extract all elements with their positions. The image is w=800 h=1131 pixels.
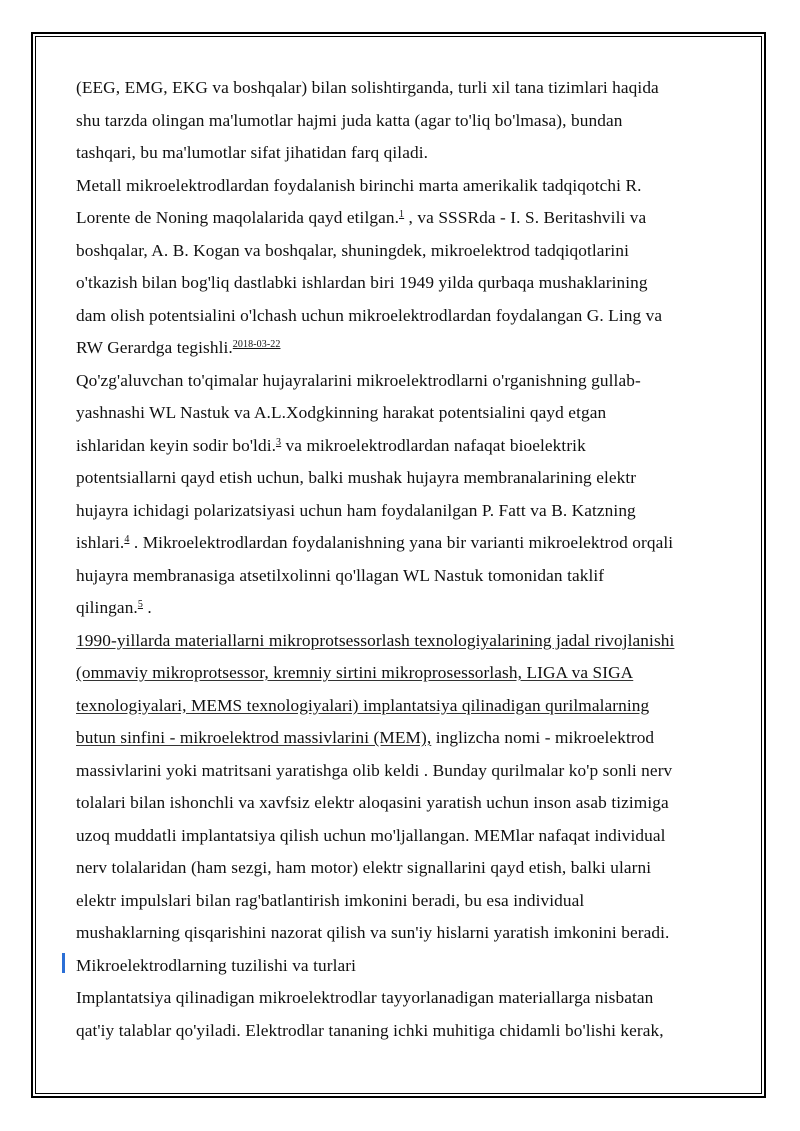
text-line — [76, 592, 736, 625]
text-line — [76, 820, 736, 853]
text-segment: ishlaridan keyin sodir bo'ldi. — [76, 435, 277, 455]
text-line — [76, 755, 736, 788]
text-segment: Mikroelektrodlarning tuzilishi va turlari — [76, 955, 357, 975]
underlined-text: (ommaviy mikroprotsessor, kremniy sirtini mikroprosessorlash, LIGA va SIGA — [76, 663, 634, 682]
text-line — [76, 267, 736, 300]
text-line — [76, 625, 736, 658]
text-cursor-marker — [62, 953, 65, 973]
footnote-reference[interactable]: 1 — [399, 209, 405, 220]
text-line — [76, 397, 736, 430]
text-line — [76, 235, 736, 268]
text-segment: va mikroelektrodlardan nafaqat bioelektrik — [281, 435, 586, 455]
footnote-reference[interactable]: 4 — [124, 534, 130, 545]
text-line — [76, 1015, 736, 1048]
footnote-reference[interactable]: 5 — [137, 599, 143, 610]
text-line — [76, 137, 736, 170]
text-line — [76, 657, 736, 690]
text-segment: Lorente de Noning maqolalarida qayd etilgan. — [76, 208, 400, 227]
text-line — [76, 950, 736, 983]
text-segment: potentsiallarni qayd etish uchun, balki mushak hujayra membranalarining elektr — [76, 468, 637, 487]
text-line — [76, 527, 736, 560]
text-segment: Implantatsiya qilinadigan mikroelektrodlar tayyorlanadigan materiallarga nisbatan — [76, 988, 654, 1007]
text-segment: o'tkazish bilan bog'liq dastlabki ishlardan biri 1949 yilda qurbaqa mushaklarining — [76, 273, 648, 292]
text-line — [76, 430, 736, 463]
text-segment: ishlari. — [76, 533, 125, 552]
text-segment: Qo'zg'aluvchan to'qimalar hujayralarini mikroelektrodlarni o'rganishning gullab- — [76, 370, 641, 390]
text-segment: shu tarzda olingan ma'lumotlar hajmi juda katta (agar to'liq bo'lmasa), bundan — [76, 110, 623, 130]
text-line — [76, 462, 736, 495]
text-line — [76, 917, 736, 950]
text-segment: inglizcha nomi - mikroelektrod — [431, 728, 655, 747]
text-segment: RW Gerardga tegishli. — [76, 338, 233, 357]
underlined-text: 1990-yillarda materiallarni mikroprotsessorlash texnologiyalarining jadal rivojlanishi — [76, 630, 675, 650]
text-line — [76, 495, 736, 528]
text-line — [76, 300, 736, 333]
text-line — [76, 885, 736, 918]
text-line — [76, 690, 736, 723]
text-segment: hujayra membranasiga atsetilxolinni qo'llagan WL Nastuk tomonidan taklif — [76, 565, 605, 585]
text-line — [76, 202, 736, 235]
text-segment: massivlarini yoki matritsani yaratishga olib keldi . Bunday qurilmalar ko'p sonli nerv — [76, 760, 673, 780]
text-segment: dam olish potentsialini o'lchash uchun mikroelektrodlardan foydalangan G. Ling va — [76, 305, 663, 325]
text-segment: qilingan. — [76, 598, 138, 617]
text-line — [76, 365, 736, 398]
text-segment: hujayra ichidagi polarizatsiyasi uchun ham foydalanilgan P. Fatt va B. Katzning — [76, 500, 636, 520]
text-segment: tashqari, bu ma'lumotlar sifat jihatidan farq qiladi. — [76, 143, 429, 162]
text-line — [76, 722, 736, 755]
text-segment: . Mikroelektrodlardan foydalanishning yana bir varianti mikroelektrod orqali — [129, 533, 674, 552]
text-line — [76, 170, 736, 203]
text-segment: boshqalar, A. B. Kogan va boshqalar, shuningdek, mikroelektrod tadqiqotlarini — [76, 240, 629, 260]
text-line — [76, 72, 736, 105]
text-line — [76, 332, 736, 365]
text-line — [76, 560, 736, 593]
text-segment: mushaklarning qisqarishini nazorat qilish va sun'iy hislarni yaratish imkonini beradi. — [76, 923, 670, 942]
text-segment: qat'iy talablar qo'yiladi. Elektrodlar tananing ichki muhitiga chidamli bo'lishi kerak, — [76, 1020, 664, 1040]
text-segment: elektr impulslari bilan rag'batlantirish imkonini beradi, bu esa individual — [76, 890, 585, 910]
underlined-text: butun sinfini - mikroelektrod massivlarini (MEM), — [76, 728, 432, 747]
footnote-reference[interactable]: 3 — [276, 436, 282, 448]
text-line — [76, 787, 736, 820]
footnote-reference[interactable]: 2018-03-22 — [232, 339, 281, 350]
text-segment: (EEG, EMG, EKG va boshqalar) bilan solishtirganda, turli xil tana tizimlari haqida — [76, 78, 659, 97]
text-line — [76, 105, 736, 138]
text-segment: yashnashi WL Nastuk va A.L.Xodgkinning harakat potentsialini qayd etgan — [76, 403, 607, 422]
text-segment: , va SSSRda - I. S. Beritashvili va — [404, 208, 647, 227]
text-segment: Metall mikroelektrodlardan foydalanish birinchi marta amerikalik tadqiqotchi R. — [76, 175, 642, 195]
text-segment: tolalari bilan ishonchli va xavfsiz elektr aloqasini yaratish uchun inson asab tizimiga — [76, 793, 669, 812]
text-line — [76, 852, 736, 885]
text-line — [76, 982, 736, 1015]
text-segment: . — [142, 598, 152, 617]
underlined-text: texnologiyalari, MEMS texnologiyalari) implantatsiya qilinadigan qurilmalarning — [76, 695, 650, 715]
text-segment: nerv tolalaridan (ham sezgi, ham motor) elektr signallarini qayd etish, balki ularni — [76, 858, 652, 877]
text-segment: uzoq muddatli implantatsiya qilish uchun mo'ljallangan. MEMlar nafaqat individual — [76, 825, 666, 845]
document-body — [76, 72, 736, 1047]
